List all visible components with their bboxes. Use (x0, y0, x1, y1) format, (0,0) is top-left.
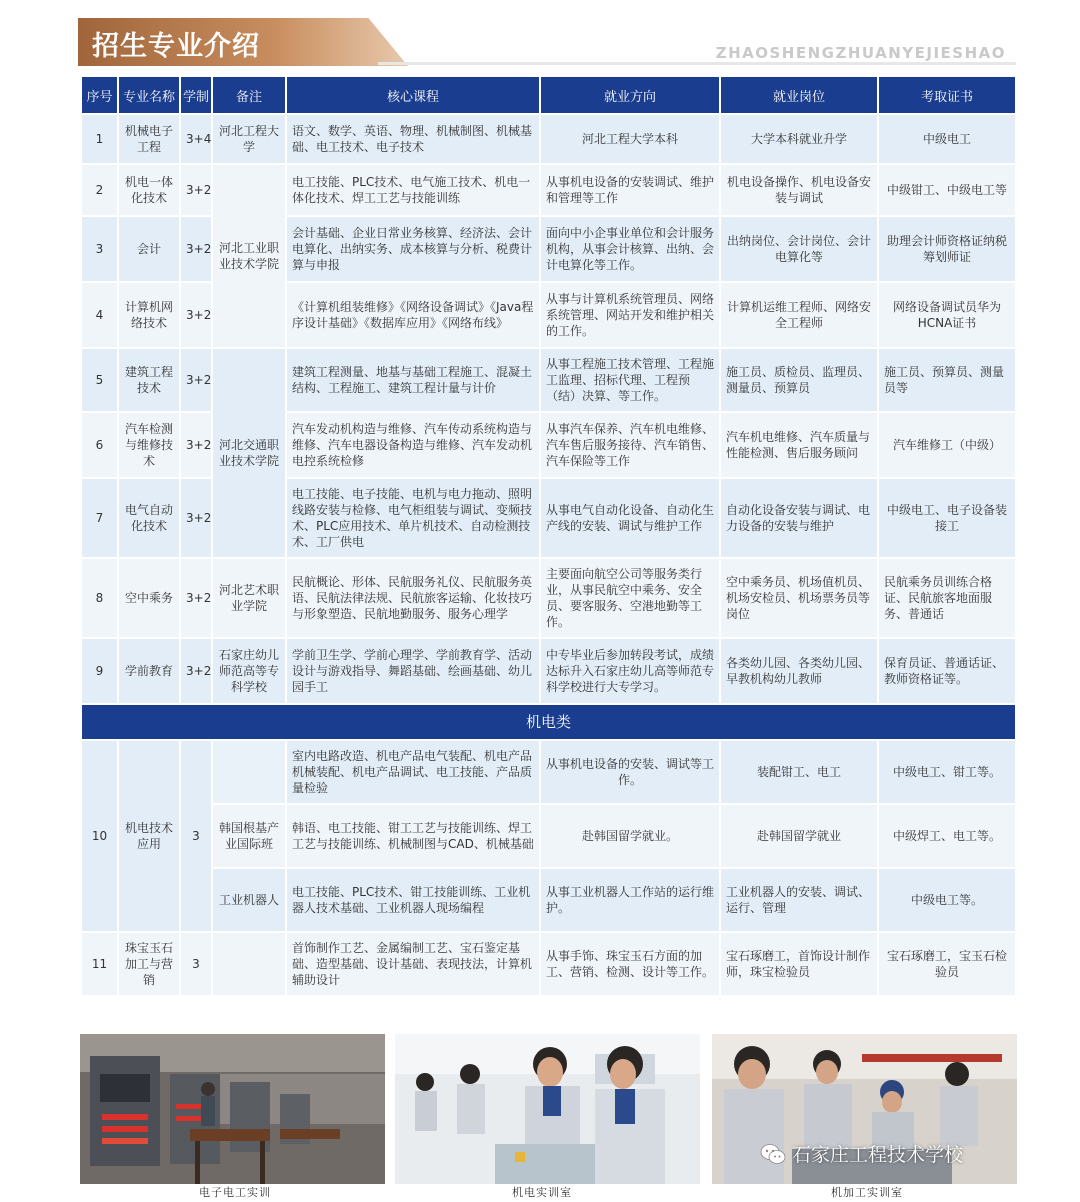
row-courses: 建筑工程测量、地基与基础工程施工、混凝土结构、工程施工、建筑工程计量与计价 (287, 349, 539, 411)
row-major: 计算机网络技术 (119, 283, 179, 347)
row-years: 3+4 (181, 115, 211, 163)
row-no: 8 (82, 559, 117, 637)
row-jobs: 自动化设备安装与调试、电力设备的安装与维护 (721, 479, 877, 557)
row-years: 3+2 (181, 413, 211, 477)
row-major: 学前教育 (119, 639, 179, 703)
row-certs: 中级电工、钳工等。 (879, 741, 1015, 803)
col-header-certs: 考取证书 (879, 77, 1015, 113)
row-jobs: 空中乘务员、机场值机员、机场安检员、机场票务员等岗位 (721, 559, 877, 637)
row-years: 3+2 (181, 639, 211, 703)
col-header-courses: 核心课程 (287, 77, 539, 113)
section-row-jidian (82, 705, 1015, 739)
row-direction: 从事工程施工技术管理、工程施工监理、招标代理、工程预（结）决算、等工作。 (541, 349, 719, 411)
row-direction: 从事机电设备的安装、调试等工作。 (541, 741, 719, 803)
row-courses: 电工技能、电子技能、电机与电力拖动、照明线路安装与检修、电气柜组装与调试、变频技术、PLC应用技术、单片机技术、自动检测技术、工厂供电 (287, 479, 539, 557)
photo-caption-machining: 机加工实训室 (831, 1186, 903, 1199)
row-certs: 保育员证、普通话证、教师资格证等。 (879, 639, 1015, 703)
row-years: 3+2 (181, 283, 211, 347)
row-courses: 电工技能、PLC技术、电气施工技术、机电一体化技术、焊工工艺与技能训练 (287, 165, 539, 215)
row-years: 3+2 (181, 349, 211, 411)
col-header-direction: 就业方向 (541, 77, 719, 113)
row-courses: 学前卫生学、学前心理学、学前教育学、活动设计与游戏指导、舞蹈基础、绘画基础、幼儿园手工 (287, 639, 539, 703)
row-direction: 从事机电设备的安装调试、维护和管理等工作 (541, 165, 719, 215)
row-certs: 网络设备调试员华为HCNA证书 (879, 283, 1015, 347)
row-certs: 中级钳工、中级电工等 (879, 165, 1015, 215)
row-note: 河北交通职业技术学院 (213, 349, 285, 557)
row-years: 3+2 (181, 217, 211, 281)
row-no: 5 (82, 349, 117, 411)
row-years: 3+2 (181, 165, 211, 215)
row-courses: 汽车发动机构造与维修、汽车传动系统构造与维修、汽车电器设备构造与维修、汽车发动机电控系统检修 (287, 413, 539, 477)
row-jobs: 装配钳工、电工 (721, 741, 877, 803)
row-no: 2 (82, 165, 117, 215)
col-header-no: 序号 (82, 77, 117, 113)
row-major: 空中乘务 (119, 559, 179, 637)
majors-table (80, 75, 1017, 997)
row-jobs: 计算机运维工程师、网络安全工程师 (721, 283, 877, 347)
banner-pinyin: ZHAOSHENGZHUANYEJIESHAO (715, 44, 1006, 62)
row-major: 建筑工程技术 (119, 349, 179, 411)
row-courses: 电工技能、PLC技术、钳工技能训练、工业机器人技术基础、工业机器人现场编程 (287, 869, 539, 931)
table-row (82, 165, 1015, 215)
row-note: 河北艺术职业学院 (213, 559, 285, 637)
row-no: 3 (82, 217, 117, 281)
wechat-icon (760, 1141, 786, 1167)
row-jobs: 宝石琢磨工，首饰设计制作师，珠宝检验员 (721, 933, 877, 995)
row-major: 电气自动化技术 (119, 479, 179, 557)
row-note: 韩国根基产业国际班 (213, 805, 285, 867)
banner-title: 招生专业介绍 (92, 31, 260, 62)
row-direction: 面向中小企事业单位和会计服务机构，从事会计核算、出纳、会计电算化等工作。 (541, 217, 719, 281)
row-major: 机电技术应用 (119, 741, 179, 931)
row-certs: 汽车维修工（中级） (879, 413, 1015, 477)
row-direction: 从事汽车保养、汽车机电维修、汽车售后服务接待、汽车销售、汽车保险等工作 (541, 413, 719, 477)
row-jobs: 各类幼儿园、各类幼儿园、早教机构幼儿教师 (721, 639, 877, 703)
row-direction: 河北工程大学本科 (541, 115, 719, 163)
col-header-jobs: 就业岗位 (721, 77, 877, 113)
photo-caption-mechatronics: 机电实训室 (512, 1186, 572, 1199)
row-note: 石家庄幼儿师范高等专科学校 (213, 639, 285, 703)
row-direction: 从事工业机器人工作站的运行维护。 (541, 869, 719, 931)
row-certs: 助理会计师资格证纳税筹划师证 (879, 217, 1015, 281)
table-row (82, 559, 1015, 637)
row-courses: 室内电路改造、机电产品电气装配、机电产品机械装配、机电产品调试、电工技能、产品质量检验 (287, 741, 539, 803)
table-row (82, 805, 1015, 867)
row-no: 10 (82, 741, 117, 931)
row-major: 机电一体化技术 (119, 165, 179, 215)
row-certs: 中级焊工、电工等。 (879, 805, 1015, 867)
photo-caption-electronics: 电子电工实训 (199, 1186, 271, 1199)
table-row (82, 741, 1015, 803)
table-row (82, 639, 1015, 703)
row-direction: 从事手饰、珠宝玉石方面的加工、营销、检测、设计等工作。 (541, 933, 719, 995)
row-jobs: 汽车机电维修、汽车质量与性能检测、售后服务顾问 (721, 413, 877, 477)
table-row (82, 869, 1015, 931)
row-courses: 首饰制作工艺、金属编制工艺、宝石鉴定基础、造型基础、设计基础、表现技法，计算机辅助设计 (287, 933, 539, 995)
row-years: 3 (181, 741, 211, 931)
row-major: 机械电子工程 (119, 115, 179, 163)
row-major: 会计 (119, 217, 179, 281)
row-no: 4 (82, 283, 117, 347)
section-title: 机电类 (82, 705, 1015, 739)
row-years: 3+2 (181, 559, 211, 637)
row-jobs: 施工员、质检员、监理员、测量员、预算员 (721, 349, 877, 411)
row-years: 3+2 (181, 479, 211, 557)
row-certs: 中级电工等。 (879, 869, 1015, 931)
row-certs: 民航乘务员训练合格证、民航旅客地面服务、普通话 (879, 559, 1015, 637)
table-row (82, 115, 1015, 163)
row-no: 9 (82, 639, 117, 703)
row-major: 汽车检测与维修技术 (119, 413, 179, 477)
row-years: 3 (181, 933, 211, 995)
watermark-text: 石家庄工程技术学校 (792, 1144, 964, 1166)
banner-divider (378, 62, 1016, 65)
row-direction: 从事电气自动化设备、自动化生产线的安装、调试与维护工作 (541, 479, 719, 557)
row-certs: 宝石琢磨工，宝玉石检验员 (879, 933, 1015, 995)
row-courses: 韩语、电工技能、钳工工艺与技能训练、焊工工艺与技能训练、机械制图与CAD、机械基础 (287, 805, 539, 867)
row-certs: 施工员、预算员、测量员等 (879, 349, 1015, 411)
section-banner (78, 18, 1016, 66)
row-jobs: 机电设备操作、机电设备安装与调试 (721, 165, 877, 215)
row-no: 7 (82, 479, 117, 557)
row-direction: 主要面向航空公司等服务类行业，从事民航空中乘务、安全员、要客服务、空港地勤等工作。 (541, 559, 719, 637)
table-row (82, 933, 1015, 995)
row-no: 1 (82, 115, 117, 163)
row-note (213, 933, 285, 995)
row-major: 珠宝玉石加工与营销 (119, 933, 179, 995)
row-no: 11 (82, 933, 117, 995)
row-courses: 会计基础、企业日常业务核算、经济法、会计电算化、出纳实务、成本核算与分析、税费计算与申报 (287, 217, 539, 281)
row-certs: 中级电工、电子设备装接工 (879, 479, 1015, 557)
row-jobs: 大学本科就业升学 (721, 115, 877, 163)
row-jobs: 工业机器人的安装、调试、运行、管理 (721, 869, 877, 931)
row-direction: 中专毕业后参加转段考试，成绩达标升入石家庄幼儿高等师范专科学校进行大专学习。 (541, 639, 719, 703)
row-certs: 中级电工 (879, 115, 1015, 163)
row-direction: 从事与计算机系统管理员、网络系统管理、网站开发和维护相关的工作。 (541, 283, 719, 347)
row-direction: 赴韩国留学就业。 (541, 805, 719, 867)
photo-electronics-lab (80, 1034, 385, 1184)
row-courses: 语文、数学、英语、物理、机械制图、机械基础、电工技术、电子技术 (287, 115, 539, 163)
row-courses: 民航概论、形体、民航服务礼仪、民航服务英语、民航法律法规、民航旅客运输、化妆技巧与形象塑造、民航地勤服务、服务心理学 (287, 559, 539, 637)
photo-mechatronics-lab (395, 1034, 700, 1184)
table-row (82, 349, 1015, 411)
row-jobs: 赴韩国留学就业 (721, 805, 877, 867)
row-no: 6 (82, 413, 117, 477)
col-header-years: 学制 (181, 77, 211, 113)
row-jobs: 出纳岗位、会计岗位、会计电算化等 (721, 217, 877, 281)
row-courses: 《计算机组装维修》《网络设备调试》《Java程序设计基础》《数据库应用》《网络布线》 (287, 283, 539, 347)
wechat-watermark (760, 1140, 963, 1167)
col-header-major: 专业名称 (119, 77, 179, 113)
table-header-row (82, 77, 1015, 113)
row-note: 工业机器人 (213, 869, 285, 931)
col-header-note: 备注 (213, 77, 285, 113)
row-note: 河北工业职业技术学院 (213, 165, 285, 347)
row-note (213, 741, 285, 803)
row-note: 河北工程大学 (213, 115, 285, 163)
